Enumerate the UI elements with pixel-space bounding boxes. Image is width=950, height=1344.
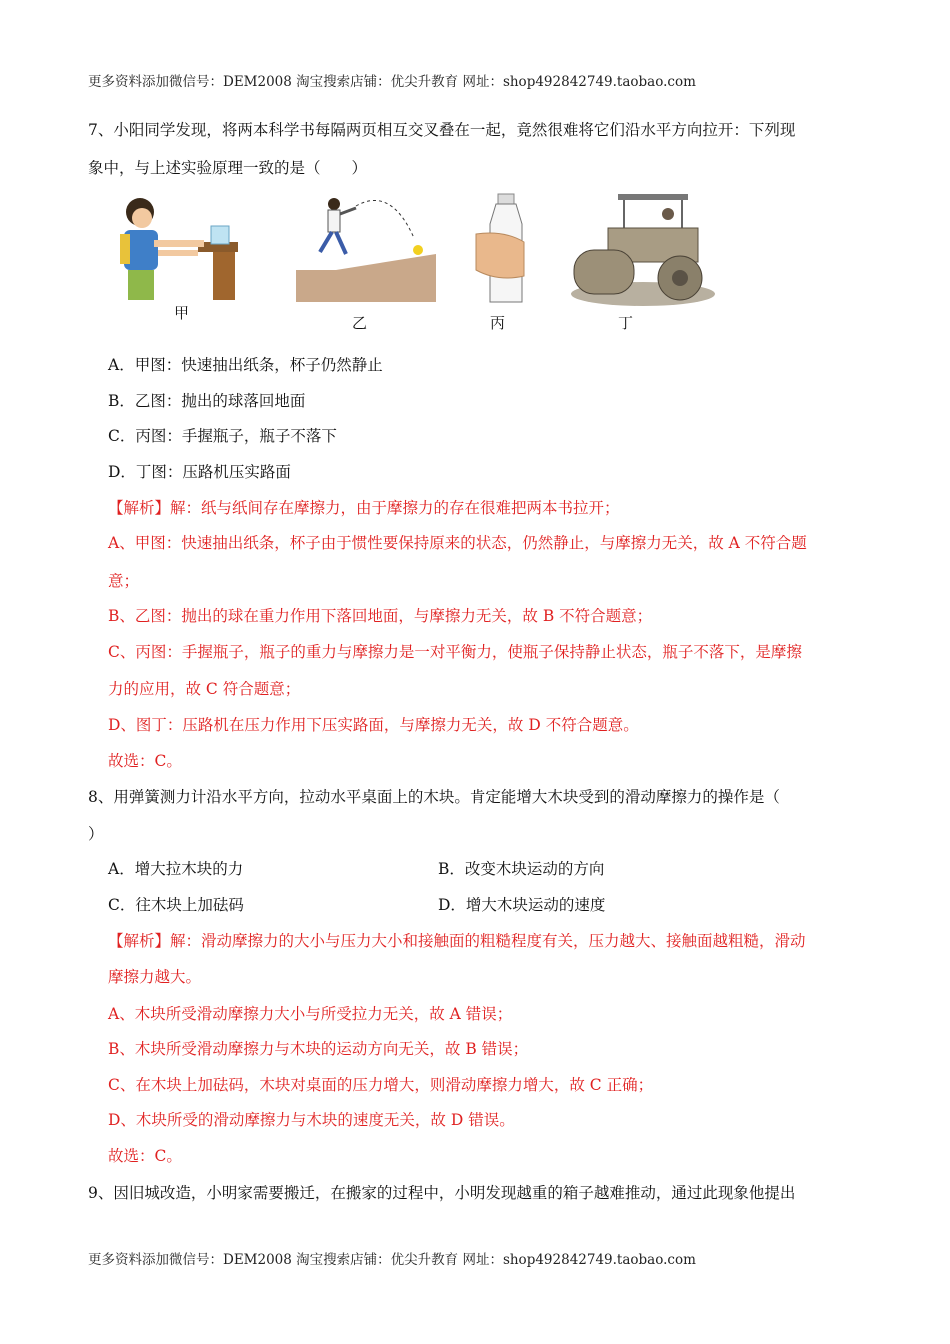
- q8-analysis-c: C、在木块上加砝码，木块对桌面的压力增大，则滑动摩擦力增大，故 C 正确；: [108, 1076, 654, 1094]
- q7-analysis-a1: A、甲图：快速抽出纸条，杯子由于惯性要保持原来的状态，仍然静止，与摩擦力无关，故 A 不符合题: [108, 534, 807, 552]
- q9-stem-line1: 9、因旧城改造，小明家需要搬迁，在搬家的过程中，小明发现越重的箱子越难推动，通过此现象他提出: [88, 1184, 796, 1202]
- q8-option-d: D．增大木块运动的速度: [438, 896, 606, 914]
- q7-stem-line1: 7、小阳同学发现，将两本科学书每隔两页相互交叉叠在一起，竟然很难将它们沿水平方向拉开：下列现: [88, 121, 796, 139]
- analysis-tag: 【解析】: [108, 932, 171, 950]
- analysis-tag: 【解析】: [108, 499, 171, 517]
- q8-stem-line2: ）: [88, 825, 104, 843]
- q7-analysis-c1: C、丙图：手握瓶子，瓶子的重力与摩擦力是一对平衡力，使瓶子保持静止状态，瓶子不落下，是摩擦: [108, 643, 802, 661]
- analysis-text: 解：滑动摩擦力的大小与压力大小和接触面的粗糙程度有关，压力越大、接触面越粗糙，滑动: [170, 932, 806, 950]
- figure-jia: [118, 190, 248, 305]
- q7-option-d: D．丁图：压路机压实路面: [108, 463, 291, 481]
- caption-jia: 甲: [174, 304, 190, 322]
- q7-analysis-c2: 力的应用，故 C 符合题意；: [108, 680, 301, 698]
- page-footer: 更多资料添加微信号：DEM2008 淘宝搜索店铺：优尖升教育 网址：shop492842749.taobao.com: [88, 1252, 696, 1268]
- q7-analysis: [108, 496, 866, 518]
- page-header: 更多资料添加微信号：DEM2008 淘宝搜索店铺：优尖升教育 网址：shop492842749.taobao.com: [88, 74, 696, 90]
- q7-stem-line2: 象中，与上述实验原理一致的是（ ）: [88, 159, 368, 177]
- q8-analysis-line2: 摩擦力越大。: [108, 968, 202, 986]
- q7-option-a: A．甲图：快速抽出纸条，杯子仍然静止: [108, 356, 383, 374]
- q8-analysis-d: D、木块所受的滑动摩擦力与木块的速度无关，故 D 错误。: [108, 1111, 515, 1129]
- q7-analysis-b: B、乙图：抛出的球在重力作用下落回地面，与摩擦力无关，故 B 不符合题意；: [108, 607, 653, 625]
- q8-option-b: B．改变木块运动的方向: [438, 860, 605, 878]
- caption-bing: 丙: [490, 314, 506, 332]
- caption-yi: 乙: [352, 314, 368, 332]
- q8-stem-line1: 8、用弹簧测力计沿水平方向，拉动水平桌面上的木块。肯定能增大木块受到的滑动摩擦力的操作是（: [88, 788, 780, 806]
- q8-analysis-b: B、木块所受滑动摩擦力与木块的运动方向无关，故 B 错误；: [108, 1040, 529, 1058]
- figure-bing: [474, 190, 534, 310]
- q8-analysis: [108, 929, 866, 951]
- caption-ding: 丁: [618, 314, 634, 332]
- figure-yi: [296, 190, 436, 305]
- q8-answer: 故选：C。: [108, 1147, 182, 1165]
- q8-analysis-a: A、木块所受滑动摩擦力大小与所受拉力无关，故 A 错误；: [108, 1005, 513, 1023]
- figure-ding: [568, 190, 718, 310]
- q7-analysis-a2: 意；: [108, 572, 140, 590]
- q7-answer: 故选：C。: [108, 752, 182, 770]
- q7-option-c: C．丙图：手握瓶子，瓶子不落下: [108, 427, 337, 445]
- q7-figures: [118, 190, 718, 335]
- q8-option-c: C．往木块上加砝码: [108, 896, 244, 914]
- q7-analysis-d: D、图丁：压路机在压力作用下压实路面，与摩擦力无关，故 D 不符合题意。: [108, 716, 639, 734]
- q7-option-b: B．乙图：抛出的球落回地面: [108, 392, 306, 410]
- q8-option-a: A．增大拉木块的力: [108, 860, 244, 878]
- analysis-text: 解：纸与纸间存在摩擦力，由于摩擦力的存在很难把两本书拉开；: [170, 499, 620, 517]
